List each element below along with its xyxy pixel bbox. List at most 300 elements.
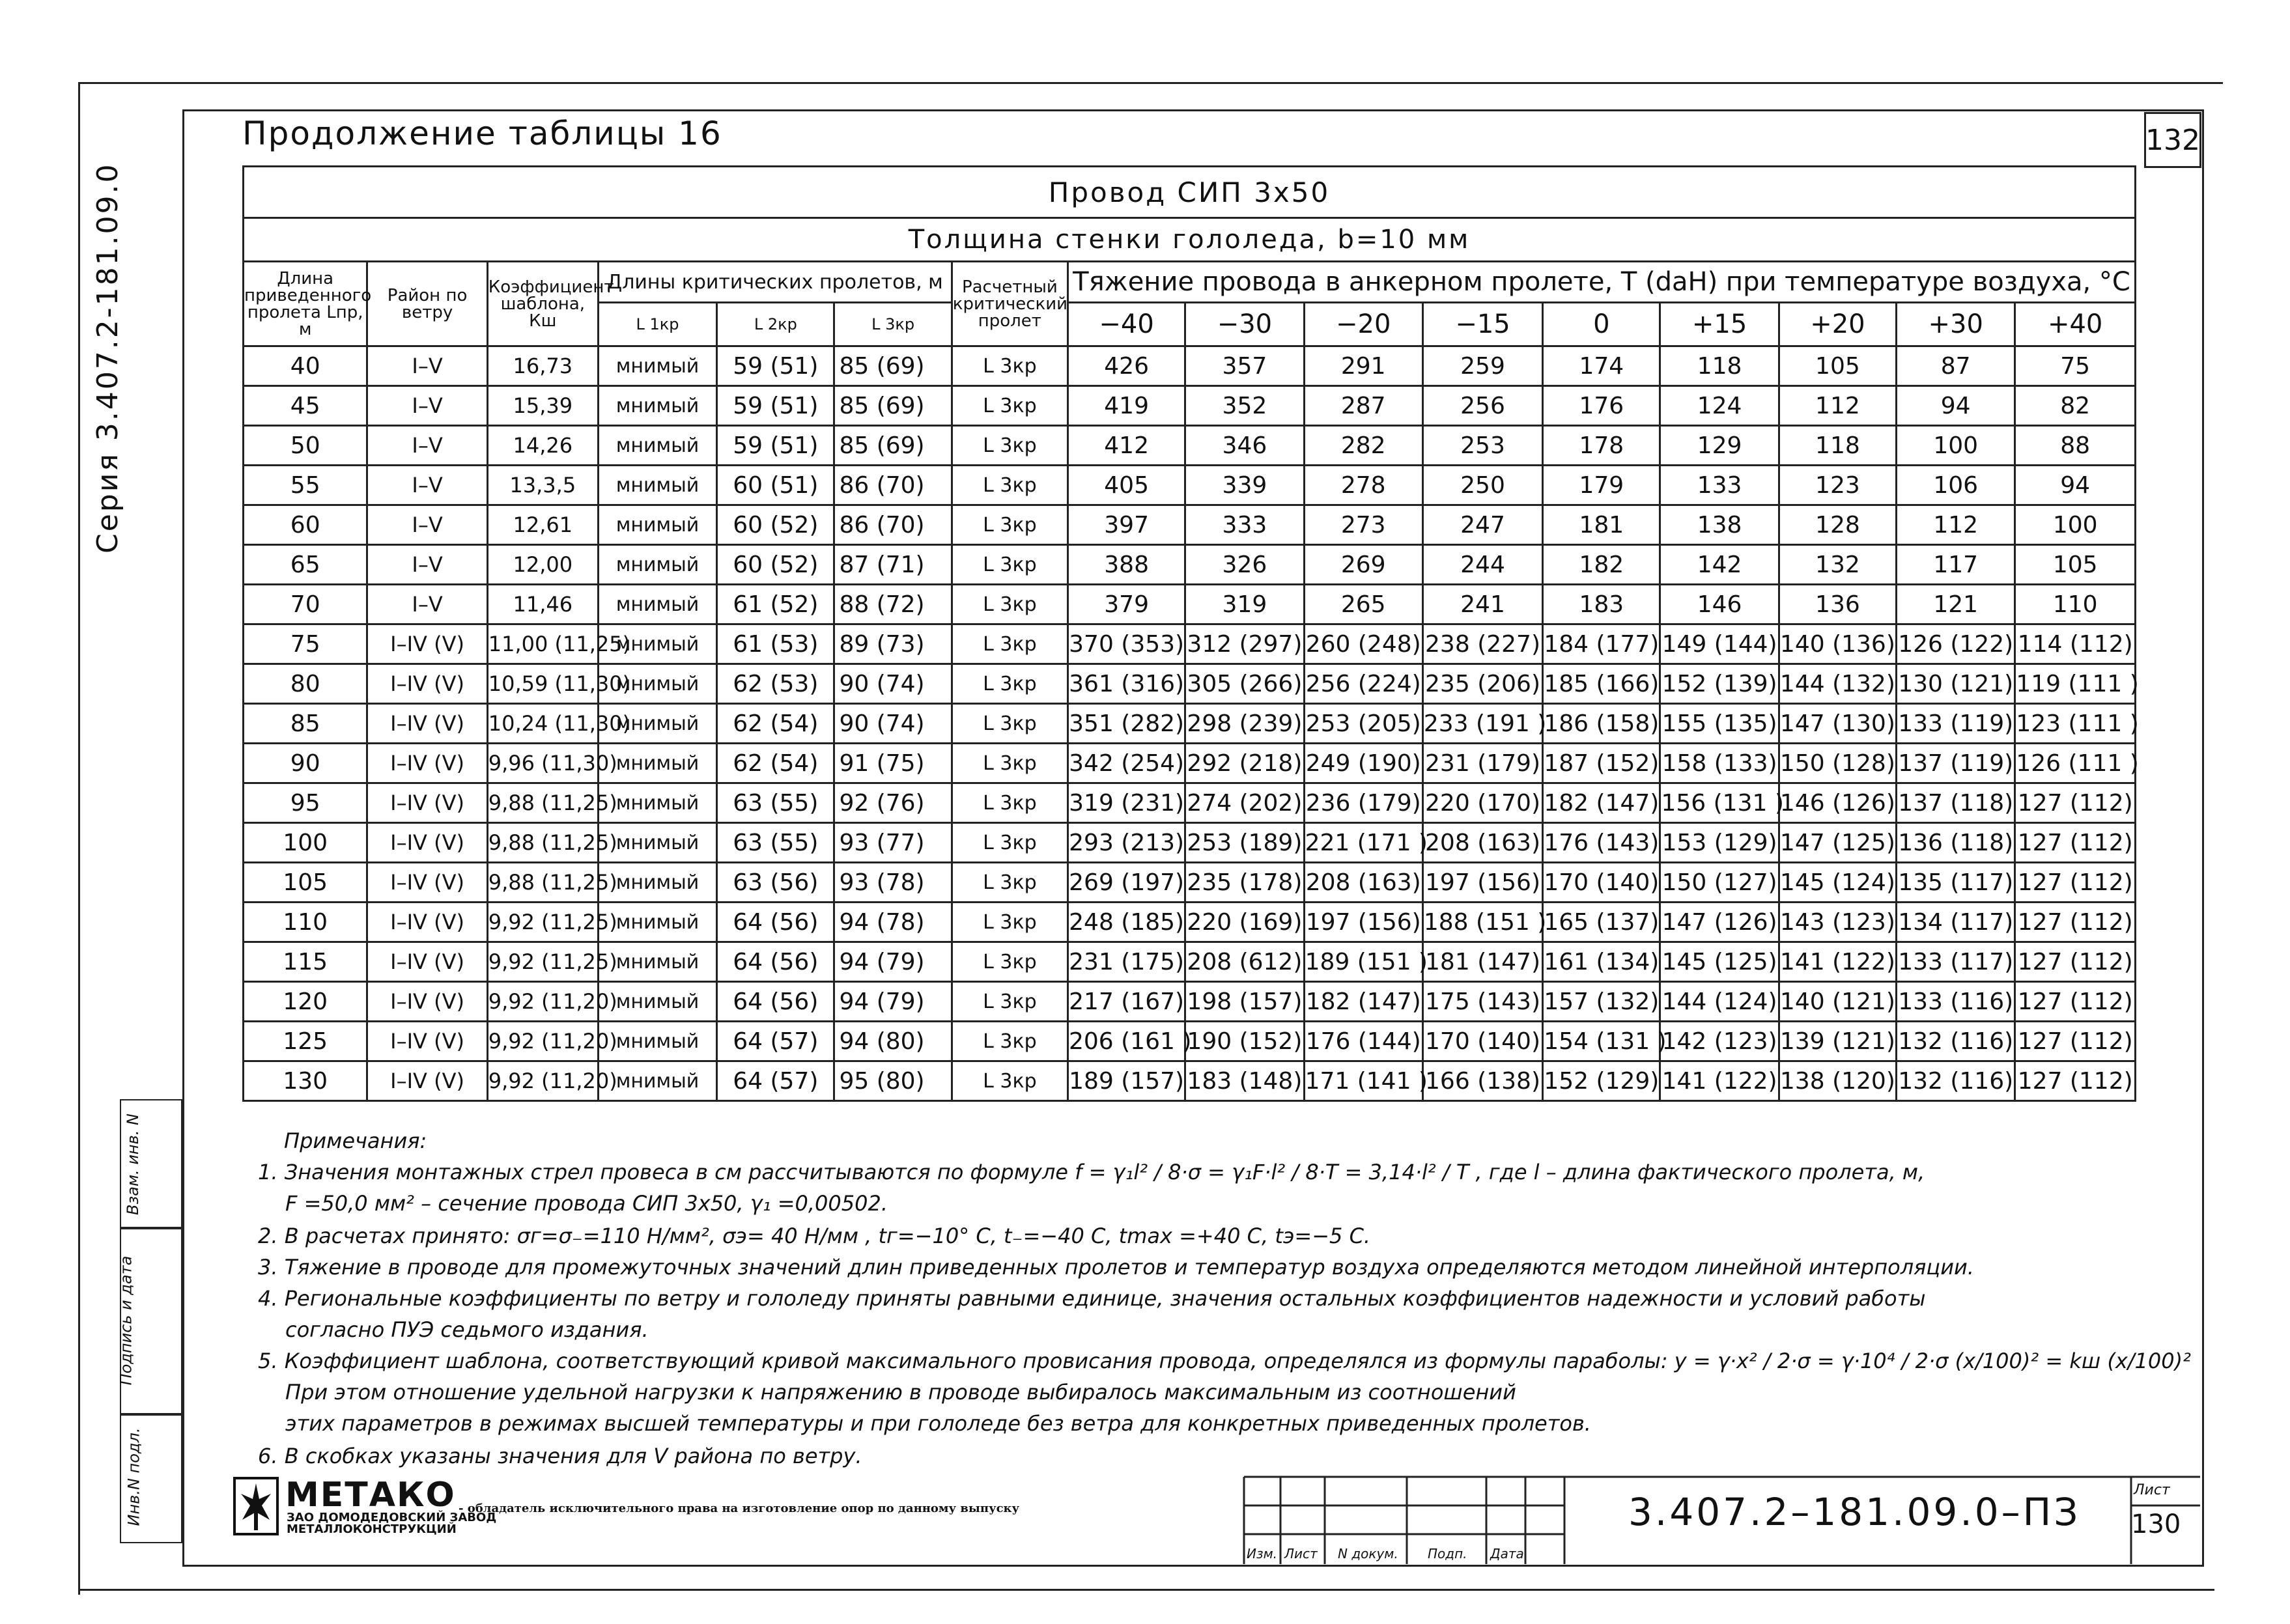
cell-tension: 253 (205) [1304,704,1422,744]
cell-tension: 112 [1779,386,1896,426]
cell-tension: 379 [1067,585,1185,624]
series-label [91,162,124,553]
cell-region: I–V [367,585,487,624]
cell-calc: L 3кр [952,426,1067,466]
note-3: 3. Тяжение в проводе для промежуточных значений длин приведенных пролетов и температур воздуха определяются методом линейной интерполяции. [258,1255,1974,1280]
cell-l2: 60 (51) [717,466,834,505]
cell-tension: 182 [1543,545,1660,585]
cell-l2: 64 (57) [717,1022,834,1061]
cell-tension: 119 (111 ) [2015,664,2136,704]
cell-l2: 61 (53) [717,624,834,664]
cell-region: I–IV (V) [367,982,487,1022]
logo-rights: - обладатель исключительного права на изготовление опор по данному выпуску [459,1502,1020,1515]
cell-tension: 155 (135) [1660,704,1779,744]
cell-length: 70 [244,585,367,624]
page-title: Продолжение таблицы 16 [242,115,722,152]
note-5a: 5. Коэффициент шаблона, соответствующий кривой максимального провисания провода, определялся из формулы параболы: y = γ·x² / 2·σ = γ·10⁴ / 2·σ (x/100)² = kш (x/100)² [258,1349,2191,1373]
cell-tension: 293 (213) [1067,823,1185,863]
table-row [244,664,2136,704]
cell-tension: 133 [1660,466,1779,505]
table-row [244,466,2136,505]
cell-tension: 105 [1779,346,1896,386]
cell-tension: 123 [1779,466,1896,505]
header-temp: −15 [1422,303,1542,346]
cell-region: I–V [367,426,487,466]
cell-calc: L 3кр [952,545,1067,585]
cell-tension: 265 [1304,585,1422,624]
cell-tension: 157 (132) [1543,982,1660,1022]
cell-l3: 88 (72) [834,585,952,624]
cell-tension: 326 [1185,545,1304,585]
cell-tension: 112 [1897,505,2015,545]
sheet-number-top: 132 [2144,112,2201,168]
cell-length: 45 [244,386,367,426]
cell-tension: 150 (127) [1660,863,1779,903]
cell-calc: L 3кр [952,942,1067,982]
cell-region: I–IV (V) [367,744,487,783]
table-row [244,744,2136,783]
cell-region: I–V [367,466,487,505]
cell-coef: 11,00 (11,25) [487,624,598,664]
cell-tension: 179 [1543,466,1660,505]
table-row [244,545,2136,585]
cell-tension: 143 (123) [1779,903,1896,942]
cell-tension: 176 (144) [1304,1022,1422,1061]
table-row [244,426,2136,466]
cell-coef: 9,92 (11,20) [487,1061,598,1101]
cell-tension: 182 (147) [1543,783,1660,823]
cell-l3: 85 (69) [834,346,952,386]
cell-tension: 128 [1779,505,1896,545]
cell-l3: 95 (80) [834,1061,952,1101]
cell-tension: 220 (170) [1422,783,1542,823]
document-code: 3.407.2–181.09.0–ПЗ [1628,1490,2081,1534]
cell-calc: L 3кр [952,624,1067,664]
cell-tension: 249 (190) [1304,744,1422,783]
cell-l1: мнимый [598,585,716,624]
cell-tension: 183 [1543,585,1660,624]
cell-tension: 133 (116) [1897,982,2015,1022]
cell-l1: мнимый [598,624,716,664]
cell-tension: 138 (120) [1779,1061,1896,1101]
stamp-inv-podl-label: Инв.N подл. [124,1427,143,1526]
cell-l1: мнимый [598,823,716,863]
cell-region: I–IV (V) [367,664,487,704]
cell-tension: 147 (125) [1779,823,1896,863]
header-temp: −30 [1185,303,1304,346]
cell-tension: 236 (179) [1304,783,1422,823]
cell-tension: 287 [1304,386,1422,426]
cell-length: 65 [244,545,367,585]
cell-region: I–IV (V) [367,1061,487,1101]
cell-l2: 61 (52) [717,585,834,624]
cell-tension: 269 [1304,545,1422,585]
cell-calc: L 3кр [952,1061,1067,1101]
cell-tension: 208 (163) [1422,823,1542,863]
cell-l3: 90 (74) [834,664,952,704]
cell-tension: 197 (156) [1422,863,1542,903]
cell-tension: 146 (126) [1779,783,1896,823]
cell-l1: мнимый [598,704,716,744]
tb-podp: Подп. [1428,1546,1467,1561]
cell-region: I–IV (V) [367,903,487,942]
cell-tension: 121 [1897,585,2015,624]
cell-l2: 63 (56) [717,863,834,903]
cell-l2: 62 (54) [717,744,834,783]
cell-tension: 129 [1660,426,1779,466]
table-row [244,1061,2136,1101]
cell-coef: 16,73 [487,346,598,386]
cell-coef: 9,92 (11,20) [487,982,598,1022]
cell-length: 105 [244,863,367,903]
header-coef: Коэффициент шаблона, Кш [487,262,598,346]
cell-coef: 9,92 (11,20) [487,1022,598,1061]
cell-tension: 274 (202) [1185,783,1304,823]
cell-tension: 253 (189) [1185,823,1304,863]
cell-tension: 333 [1185,505,1304,545]
cell-tension: 238 (227) [1422,624,1542,664]
cell-tension: 114 (112) [2015,624,2136,664]
cell-coef: 9,88 (11,25) [487,863,598,903]
cell-region: I–V [367,386,487,426]
cell-length: 90 [244,744,367,783]
cell-calc: L 3кр [952,783,1067,823]
cell-tension: 142 [1660,545,1779,585]
cell-tension: 132 (116) [1897,1022,2015,1061]
note-5b: При этом отношение удельной нагрузки к напряжению в проводе выбиралось максимальным из соотношений [285,1380,1516,1405]
cell-tension: 127 (112) [2015,942,2136,982]
cell-tension: 132 [1779,545,1896,585]
cell-tension: 220 (169) [1185,903,1304,942]
tb-ndoc: N докум. [1338,1546,1398,1561]
cell-l1: мнимый [598,505,716,545]
cell-tension: 175 (143) [1422,982,1542,1022]
cell-tension: 292 (218) [1185,744,1304,783]
cell-tension: 412 [1067,426,1185,466]
cell-tension: 133 (117) [1897,942,2015,982]
cell-tension: 208 (612) [1185,942,1304,982]
cell-tension: 127 (112) [2015,982,2136,1022]
cell-tension: 141 (122) [1779,942,1896,982]
table-row [244,386,2136,426]
cell-tension: 250 [1422,466,1542,505]
cell-tension: 256 [1422,386,1542,426]
cell-coef: 13,3,5 [487,466,598,505]
cell-l3: 85 (69) [834,386,952,426]
cell-calc: L 3кр [952,903,1067,942]
cell-tension: 124 [1660,386,1779,426]
series-text: Серия 3.407.2-181.09.0 [91,162,124,553]
cell-l1: мнимый [598,466,716,505]
cell-tension: 361 (316) [1067,664,1185,704]
cell-tension: 176 [1543,386,1660,426]
cell-tension: 138 [1660,505,1779,545]
cell-tension: 144 (124) [1660,982,1779,1022]
sheet-number: 130 [2131,1509,2181,1539]
cell-region: I–V [367,545,487,585]
cell-tension: 137 (119) [1897,744,2015,783]
cell-tension: 241 [1422,585,1542,624]
cell-tension: 319 (231) [1067,783,1185,823]
cell-tension: 217 (167) [1067,982,1185,1022]
header-temp: +40 [2015,303,2136,346]
cell-tension: 100 [2015,505,2136,545]
table-row [244,505,2136,545]
cell-l2: 59 (51) [717,346,834,386]
cell-tension: 150 (128) [1779,744,1896,783]
cell-tension: 174 [1543,346,1660,386]
cell-coef: 9,96 (11,30) [487,744,598,783]
note-1b: F =50,0 мм² – сечение провода СИП 3х50, γ₁ =0,00502. [285,1191,888,1216]
cell-l3: 90 (74) [834,704,952,744]
cell-tension: 184 (177) [1543,624,1660,664]
cell-tension: 171 (141 ) [1304,1061,1422,1101]
cell-calc: L 3кр [952,585,1067,624]
cell-length: 50 [244,426,367,466]
cell-length: 85 [244,704,367,744]
cell-tension: 170 (140) [1543,863,1660,903]
cell-tension: 139 (121) [1779,1022,1896,1061]
cell-tension: 187 (152) [1543,744,1660,783]
cell-calc: L 3кр [952,505,1067,545]
cell-tension: 170 (140) [1422,1022,1542,1061]
cell-coef: 15,39 [487,386,598,426]
note-4a: 4. Региональные коэффициенты по ветру и гололеду приняты равными единице, значения остальных коэффициентов надежности и условий работы [258,1286,1926,1311]
note-6: 6. В скобках указаны значения для V района по ветру. [258,1444,862,1468]
cell-region: I–IV (V) [367,863,487,903]
cell-tension: 136 (118) [1897,823,2015,863]
cell-calc: L 3кр [952,744,1067,783]
header-region: Район по ветру [367,262,487,346]
cell-l1: мнимый [598,664,716,704]
cell-tension: 126 (111 ) [2015,744,2136,783]
header-tension: Тяжение провода в анкерном пролете, Т (daН) при температуре воздуха, °С [1067,262,2135,303]
cell-region: I–V [367,346,487,386]
notes-heading: Примечания: [284,1128,427,1153]
cell-l2: 63 (55) [717,823,834,863]
table-row [244,942,2136,982]
table-row [244,863,2136,903]
cell-l2: 64 (56) [717,903,834,942]
cell-tension: 152 (129) [1543,1061,1660,1101]
cell-tension: 181 (147) [1422,942,1542,982]
cell-tension: 221 (171 ) [1304,823,1422,863]
cell-tension: 127 (112) [2015,823,2136,863]
cell-tension: 87 [1897,346,2015,386]
cell-l1: мнимый [598,744,716,783]
cell-tension: 135 (117) [1897,863,2015,903]
cell-tension: 342 (254) [1067,744,1185,783]
table-title: Провод СИП 3х50 [244,167,2136,218]
cell-length: 100 [244,823,367,863]
cell-length: 125 [244,1022,367,1061]
cell-l2: 62 (54) [717,704,834,744]
cell-tension: 156 (131 ) [1660,783,1779,823]
cell-length: 60 [244,505,367,545]
cell-tension: 190 (152) [1185,1022,1304,1061]
stamp-sign-date-label: Подпись и дата [117,1255,135,1386]
tension-table [242,165,2139,1102]
cell-tension: 183 (148) [1185,1061,1304,1101]
cell-l3: 86 (70) [834,505,952,545]
cell-tension: 110 [2015,585,2136,624]
cell-l2: 64 (57) [717,1061,834,1101]
cell-tension: 118 [1779,426,1896,466]
cell-length: 80 [244,664,367,704]
cell-tension: 346 [1185,426,1304,466]
cell-l1: мнимый [598,1022,716,1061]
note-5c: этих параметров в режимах высшей температуры и при гололеде без ветра для конкретных приведенных пролетов. [285,1411,1591,1436]
cell-tension: 388 [1067,545,1185,585]
cell-tension: 165 (137) [1543,903,1660,942]
table-row [244,1022,2136,1061]
cell-l1: мнимый [598,783,716,823]
cell-length: 95 [244,783,367,823]
logo-sub2: МЕТАЛЛОКОНСТРУКЦИЙ [287,1522,457,1536]
header-critical: Длины критических пролетов, м [598,262,952,303]
cell-coef: 14,26 [487,426,598,466]
stamp-vzam-label: Взам. инв. N [123,1113,142,1215]
cell-l3: 93 (77) [834,823,952,863]
cell-l3: 87 (71) [834,545,952,585]
cell-calc: L 3кр [952,823,1067,863]
cell-tension: 189 (151 ) [1304,942,1422,982]
table-row [244,585,2136,624]
cell-calc: L 3кр [952,704,1067,744]
cell-tension: 260 (248) [1304,624,1422,664]
cell-tension: 259 [1422,346,1542,386]
cell-tension: 282 [1304,426,1422,466]
cell-tension: 118 [1660,346,1779,386]
cell-tension: 145 (125) [1660,942,1779,982]
cell-tension: 291 [1304,346,1422,386]
cell-region: I–IV (V) [367,823,487,863]
cell-tension: 134 (117) [1897,903,2015,942]
cell-coef: 9,88 (11,25) [487,783,598,823]
cell-calc: L 3кр [952,466,1067,505]
cell-tension: 182 (147) [1304,982,1422,1022]
cell-length: 110 [244,903,367,942]
cell-tension: 235 (178) [1185,863,1304,903]
cell-tension: 186 (158) [1543,704,1660,744]
cell-coef: 12,61 [487,505,598,545]
cell-tension: 278 [1304,466,1422,505]
cell-tension: 235 (206) [1422,664,1542,704]
cell-l2: 63 (55) [717,783,834,823]
cell-tension: 147 (126) [1660,903,1779,942]
header-temp: −20 [1304,303,1422,346]
cell-l3: 94 (79) [834,942,952,982]
cell-region: I–V [367,505,487,545]
table-row [244,982,2136,1022]
cell-l1: мнимый [598,346,716,386]
cell-length: 115 [244,942,367,982]
cell-tension: 351 (282) [1067,704,1185,744]
cell-tension: 133 (119) [1897,704,2015,744]
header-temp: 0 [1543,303,1660,346]
note-2: 2. В расчетах принято: σг=σ₋=110 Н/мм², σэ= 40 Н/мм , tг=−10° С, t₋=−40 С, tmax =+40 С, tэ=−5 С. [258,1224,1371,1248]
cell-l1: мнимый [598,426,716,466]
cell-tension: 305 (266) [1185,664,1304,704]
cell-coef: 9,92 (11,25) [487,903,598,942]
cell-l2: 62 (53) [717,664,834,704]
cell-tension: 198 (157) [1185,982,1304,1022]
cell-tension: 370 (353) [1067,624,1185,664]
tb-data: Дата [1490,1546,1524,1561]
cell-coef: 9,88 (11,25) [487,823,598,863]
cell-tension: 146 [1660,585,1779,624]
note-1a: 1. Значения монтажных стрел провеса в см рассчитываются по формуле f = γ₁l² / 8·σ = γ₁F·l² / 8·T = 3,14·l² / T , где l – длина фактического пролета, м, [258,1160,1925,1184]
header-temp: −40 [1067,303,1185,346]
cell-tension: 126 (122) [1897,624,2015,664]
cell-coef: 10,59 (11,30) [487,664,598,704]
cell-tension: 136 [1779,585,1896,624]
cell-tension: 117 [1897,545,2015,585]
cell-tension: 166 (138) [1422,1061,1542,1101]
tb-list: Лист [1284,1546,1318,1561]
stamp-vzam [120,1099,182,1229]
cell-region: I–IV (V) [367,704,487,744]
cell-tension: 152 (139) [1660,664,1779,704]
cell-tension: 127 (112) [2015,1061,2136,1101]
table-row [244,624,2136,664]
cell-l2: 59 (51) [717,426,834,466]
cell-tension: 149 (144) [1660,624,1779,664]
cell-tension: 189 (157) [1067,1061,1185,1101]
cell-tension: 208 (163) [1304,863,1422,903]
header-l1: L 1кр [598,303,716,346]
cell-l1: мнимый [598,863,716,903]
cell-coef: 10,24 (11,30) [487,704,598,744]
table-row [244,903,2136,942]
cell-tension: 132 (116) [1897,1061,2015,1101]
cell-l3: 91 (75) [834,744,952,783]
cell-l2: 59 (51) [717,386,834,426]
table-row [244,346,2136,386]
cell-tension: 339 [1185,466,1304,505]
cell-tension: 248 (185) [1067,903,1185,942]
cell-tension: 269 (197) [1067,863,1185,903]
cell-tension: 158 (133) [1660,744,1779,783]
cell-l3: 93 (78) [834,863,952,903]
cell-tension: 145 (124) [1779,863,1896,903]
cell-tension: 147 (130) [1779,704,1896,744]
cell-l3: 92 (76) [834,783,952,823]
cell-tension: 176 (143) [1543,823,1660,863]
cell-length: 120 [244,982,367,1022]
cell-tension: 253 [1422,426,1542,466]
cell-tension: 178 [1543,426,1660,466]
cell-tension: 153 (129) [1660,823,1779,863]
cell-l1: мнимый [598,386,716,426]
cell-tension: 137 (118) [1897,783,2015,823]
cell-length: 75 [244,624,367,664]
cell-tension: 82 [2015,386,2136,426]
stamp-inv-podl [120,1413,182,1543]
cell-l1: мнимый [598,545,716,585]
table-row [244,783,2136,823]
cell-calc: L 3кр [952,386,1067,426]
cell-region: I–IV (V) [367,1022,487,1061]
cell-length: 130 [244,1061,367,1101]
cell-tension: 94 [2015,466,2136,505]
cell-tension: 141 (122) [1660,1061,1779,1101]
cell-tension: 154 (131 ) [1543,1022,1660,1061]
cell-region: I–IV (V) [367,942,487,982]
cell-tension: 105 [2015,545,2136,585]
header-temp: +30 [1897,303,2015,346]
cell-tension: 206 (161 ) [1067,1022,1185,1061]
